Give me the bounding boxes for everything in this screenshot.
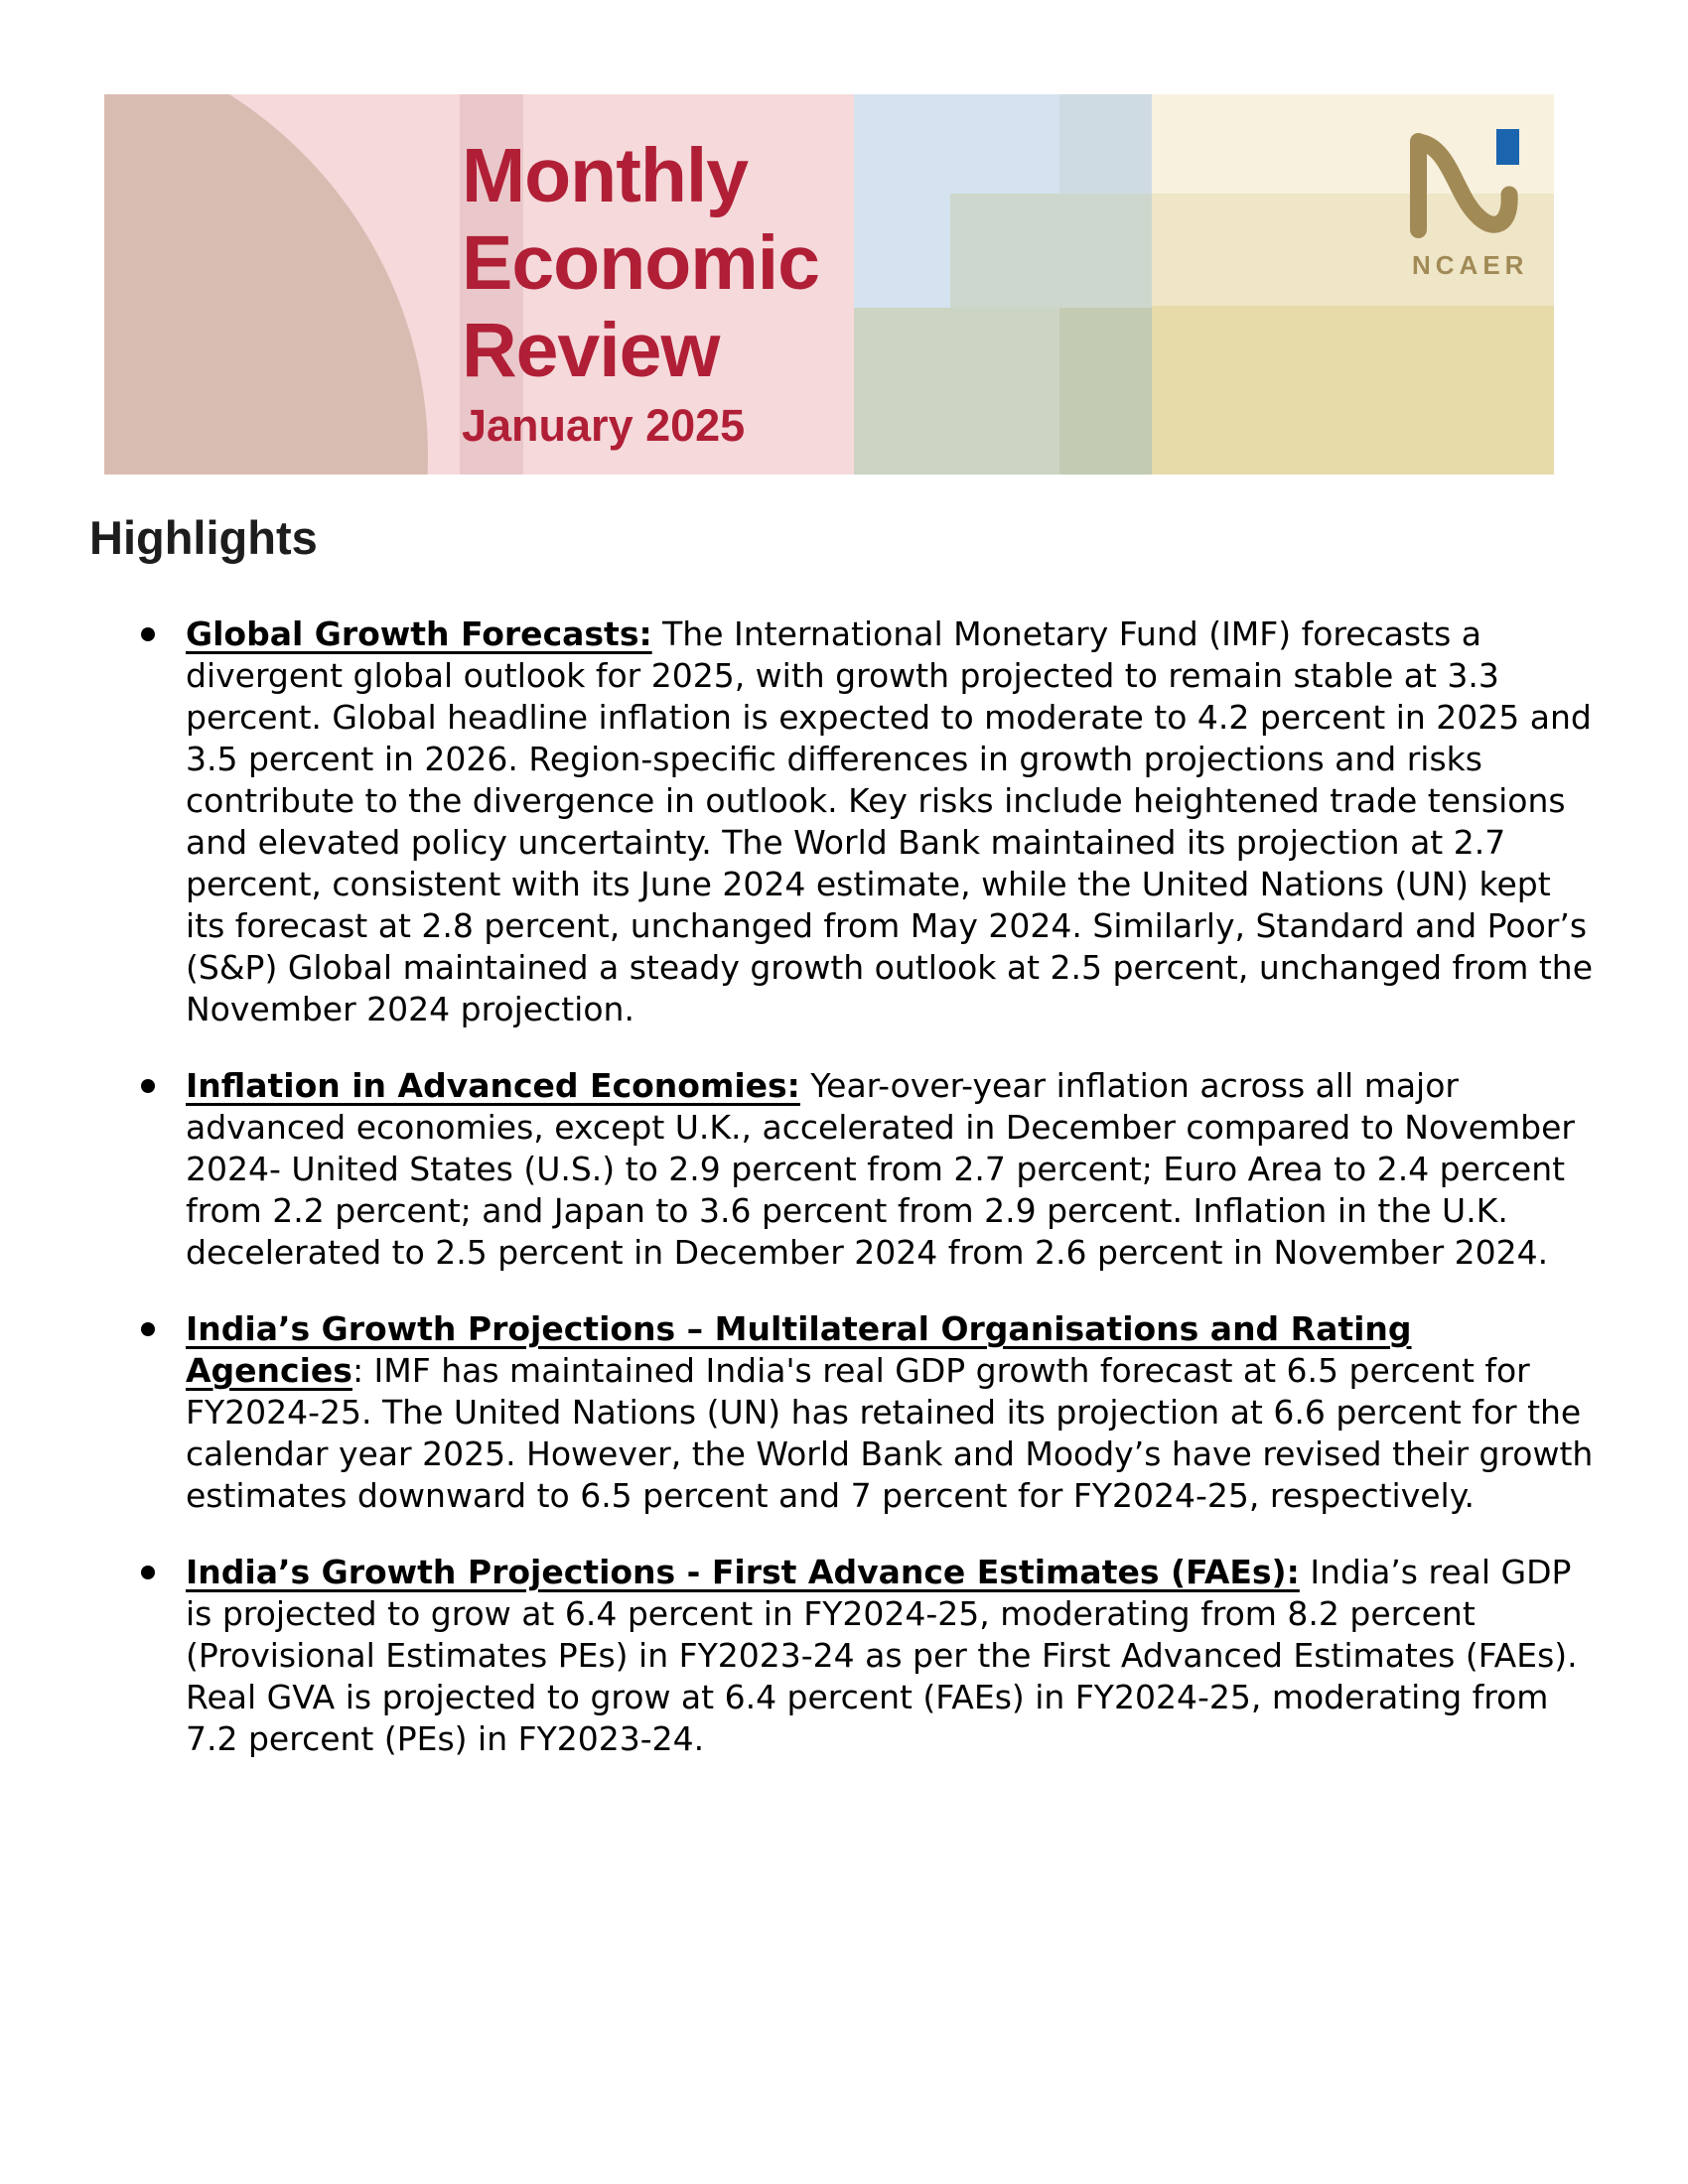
bullet-title — [186, 614, 652, 653]
bullet-body: The International Monetary Fund (IMF) forecasts a divergent global outlook for 2025, with growth projected to remain stable at 3.3 percent. Global headline inflation is expected to moderate to 4.2 percent in 2025 and 3.5 percent in 2026. Region-specific differences in growth projections and risks contribute to the divergence in outlook. Key risks include heightened trade tensions and elevated policy uncertainty. The World Bank maintained its projection at 2.7 percent, consistent with its June 2024 estimate, while the United Nations (UN) kept its forecast at 2.8 percent, unchanged from May 2024. Similarly, Standard and Poor’s (S&P) Global maintained a steady growth outlook at 2.5 percent, unchanged from the November 2024 projection. — [186, 614, 1594, 1028]
bullet-title — [186, 1553, 1300, 1591]
mosaic-tile — [1152, 306, 1554, 475]
report-title-line: Review — [462, 308, 720, 393]
list-item — [139, 614, 1594, 1030]
ncaer-logo-text: NCAER — [1412, 250, 1529, 280]
ncaer-n-icon — [1408, 127, 1523, 242]
bullet-body: IMF has maintained India's real GDP growth forecast at 6.5 percent for FY2024-25. The United Nations (UN) has retained its projection at 6.6 percent for the calendar year 2025. However, the World Bank and Moody’s have revised their growth estimates downward to 6.5 percent and 7 percent for FY2024-25, respectively. — [186, 1351, 1594, 1515]
banner-curve-decoration — [104, 94, 428, 475]
report-title-line: Monthly — [462, 133, 749, 218]
report-issue-date: January 2025 — [462, 400, 746, 451]
bullet-body: India’s real GDP is projected to grow at 6.4 percent in FY2024-25, moderating from 8.2 percent (Provisional Estimates PEs) in FY2023-24 as per the First Advanced Estimates (FAEs). Real GVA is projected to grow at 6.4 percent (FAEs) in FY2024-25, moderating from 7.2 percent (PEs) in FY2023-24. — [186, 1553, 1578, 1758]
bullet-title — [186, 1066, 800, 1105]
highlights-list — [139, 614, 1594, 1795]
mosaic-tile — [1059, 308, 1152, 475]
bullet-title-underlined: India’s Growth Projections – Multilateral Organisations and Rating Agencies — [186, 1309, 1412, 1390]
list-item — [139, 1065, 1594, 1274]
bullet-body: Year-over-year inflation across all major advanced economies, except U.K., accelerated in December compared to November 2024- United States (U.S.) to 2.9 percent from 2.7 percent; Euro Area to 2.4 percent from 2.2 percent; and Japan to 3.6 percent from 2.9 percent. Inflation in the U.K. decelerated to 2.5 percent in December 2024 from 2.6 percent in November 2024. — [186, 1066, 1575, 1272]
report-title-line: Economic — [462, 220, 819, 306]
logo-blue-square — [1496, 129, 1519, 165]
bullet-title-colon: : — [352, 1351, 364, 1390]
page-title: Highlights — [89, 511, 318, 564]
mosaic-tile — [950, 194, 1152, 308]
list-item — [139, 1552, 1594, 1760]
list-item — [139, 1308, 1594, 1517]
report-title — [462, 132, 819, 452]
bullet-title-underlined: Global Growth Forecasts: — [186, 614, 652, 653]
report-banner — [104, 94, 1554, 475]
ncaer-logo — [1408, 127, 1529, 281]
bullet-title-underlined: Inflation in Advanced Economies: — [186, 1066, 800, 1105]
bullet-title-underlined: India’s Growth Projections - First Advance Estimates (FAEs): — [186, 1553, 1300, 1591]
